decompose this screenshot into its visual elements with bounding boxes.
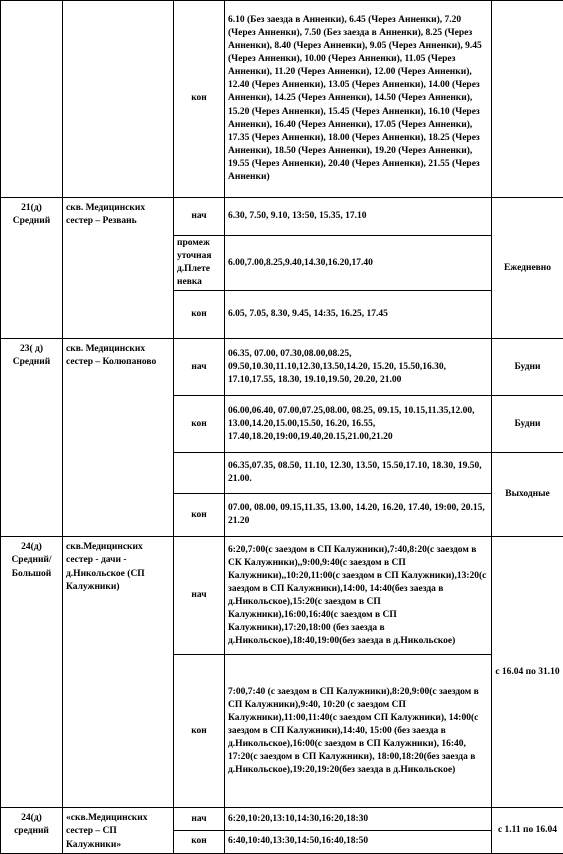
route-number: 24(д) bbox=[4, 541, 59, 554]
operating-days: Будни bbox=[492, 339, 563, 396]
stop-label bbox=[174, 453, 225, 494]
stop-label: кон bbox=[174, 494, 225, 537]
route-class: средний bbox=[4, 825, 59, 838]
operating-days: с 16.04 по 31.10 bbox=[492, 537, 563, 808]
departure-times: 6.05, 7.05, 8.30, 9.45, 14:35, 16.25, 17.45 bbox=[225, 291, 492, 339]
route-number: 21(д) bbox=[4, 202, 59, 215]
route-number-cell bbox=[1, 537, 63, 808]
route-class: Средний bbox=[4, 215, 59, 228]
departure-times: 6.10 (Без заезда в Анненки), 6.45 (Через Анненки), 7.20 (Через Анненки), 7.50 (Без заезда в Анненки), 8.25 (Через Анненки), 8.40 (Через Анненки), 9.05 (Через Анненки), 9.45 (Через Анненки), 10.00 (Через Анненки), 11.05 (Через Анненки), 11.20 (Через Анненки), 12.00 (Через Анненки), 12.40 (Через Анненки), 13.05 (Через Анненки), 14.00 (Через Анненки), 14.25 (Через Анненки), 14.50 (Через Анненки), 15.20 (Через Анненки), 15.45 (Через Анненки), 16.10 (Через Анненки), 16.40 (Через Анненки), 17.05 (Через Анненки), 17.35 (Через Анненки), 18.00 (Через Анненки), 18.25 (Через Анненки), 18.50 (Через Анненки), 19.20 (Через Анненки), 19.55 (Через Анненки), 20.40 (Через Анненки), 21.55 (Через Анненки) bbox=[225, 1, 492, 198]
departure-times: 7:00,7:40 (с заездом в СП Калужники),8:20,9:00(с заездом в СП Калужники),9:40, 10:20 (с заездом СП Калужники),11:00,11:40(с заездом СП Калужники), 14:00(с заездом в СП Калужники),14:40, 15:00 (без заезда в д.Никольское),16:00(с заездом в СП Калужники), 16:40, 17:20(с заездом в СП Калужники), 18:00,18:20(без заезда в д.Никольское),19:20,19:20(без заезда в д.Никольское) bbox=[225, 655, 492, 808]
operating-days: Выходные bbox=[492, 453, 563, 537]
departure-times: 6:20,10:20,13:10,14:30,16:20,18:30 bbox=[225, 808, 492, 831]
departure-times: 6:20,7:00(с заездом в СП Калужники),7:40,8:20(с заездом в СК Калужники),,9:00,9:40(с заездом в СП Калужники),,10:20,11:00(с заездом в СП Калужники),13:20(с заездом в СП Калужники),14:00, 14:40(без заезда в д.Никольское),15:20(с заездом в СП Калужники),16:00,16:40(с заездом в СП Калужники),17:20,18:00 (без заезда в д.Никольское),18:40,19:00(без заезда в д.Никольское) bbox=[225, 537, 492, 655]
operating-days: с 1.11 по 16.04 bbox=[492, 808, 563, 853]
route-path: скв. Медицинских сестер – Резвань bbox=[63, 198, 174, 339]
stop-label: кон bbox=[174, 831, 225, 854]
departure-times: 6.00,7.00,8.25,9.40,14.30,16.20,17.40 bbox=[225, 236, 492, 291]
route-number: 24(д) bbox=[4, 812, 59, 825]
stop-label: кон bbox=[174, 655, 225, 808]
stop-label: промеж уточная д.Плете невка bbox=[174, 236, 225, 291]
departure-times: 06.35, 07.00, 07.30,08.00,08.25, 09.50,10.30,11.10,12.30,13.50,14.20, 15.20, 15.50,16.30, 17.10,17.55, 18.30, 19.10,19.50, 20.20, 21.00 bbox=[225, 339, 492, 396]
departure-times: 06.00,06.40, 07.00,07.25,08.00, 08.25, 09.15, 10.15,11.35,12.00, 13.00,14.20,15.00,15.50, 16.20, 16.55, 17.40,18.20,19:00,19.40,20.15,21.00,21.20 bbox=[225, 396, 492, 453]
operating-days bbox=[492, 1, 563, 198]
stop-label: нач bbox=[174, 808, 225, 831]
stop-label: кон bbox=[174, 396, 225, 453]
stop-label: нач bbox=[174, 537, 225, 655]
departure-times: 6.30, 7.50, 9.10, 13:50, 15.35, 17.10 bbox=[225, 198, 492, 236]
route-class: Средний/ Большой bbox=[4, 554, 59, 580]
stop-label: нач bbox=[174, 339, 225, 396]
stop-label: кон bbox=[174, 1, 225, 198]
departure-times: 6:40,10:40,13:30,14:50,16:40,18:50 bbox=[225, 831, 492, 854]
route-class: Средний bbox=[4, 356, 59, 369]
route-number-cell bbox=[1, 339, 63, 537]
route-path: скв. Медицинских сестер – Колюпаново bbox=[63, 339, 174, 537]
route-number: 23( д) bbox=[4, 343, 59, 356]
departure-times: 06.35,07.35, 08.50, 11.10, 12.30, 13.50, 15.50,17.10, 18.30, 19.50, 21.00. bbox=[225, 453, 492, 494]
operating-days: Будни bbox=[492, 396, 563, 453]
route-path: скв.Медицинских сестер - дачи - д.Никольское (СП Калужники) bbox=[63, 537, 174, 808]
route-path: «скв.Медицинских сестер – СП Калужники» bbox=[63, 808, 174, 853]
table-row bbox=[1, 537, 563, 655]
stop-label: кон bbox=[174, 291, 225, 339]
route-path-cell bbox=[63, 1, 174, 198]
route-number-cell bbox=[1, 198, 63, 339]
table-row bbox=[1, 339, 563, 396]
table-row bbox=[1, 808, 563, 831]
route-number-cell bbox=[1, 1, 63, 198]
table-row bbox=[1, 198, 563, 236]
departure-times: 07.00, 08.00, 09.15,11.35, 13.00, 14.20, 16.20, 17.40, 19:00, 20.15, 21.20 bbox=[225, 494, 492, 537]
stop-label: нач bbox=[174, 198, 225, 236]
operating-days: Ежедневно bbox=[492, 198, 563, 339]
table-row bbox=[1, 1, 563, 198]
route-number-cell bbox=[1, 808, 63, 853]
